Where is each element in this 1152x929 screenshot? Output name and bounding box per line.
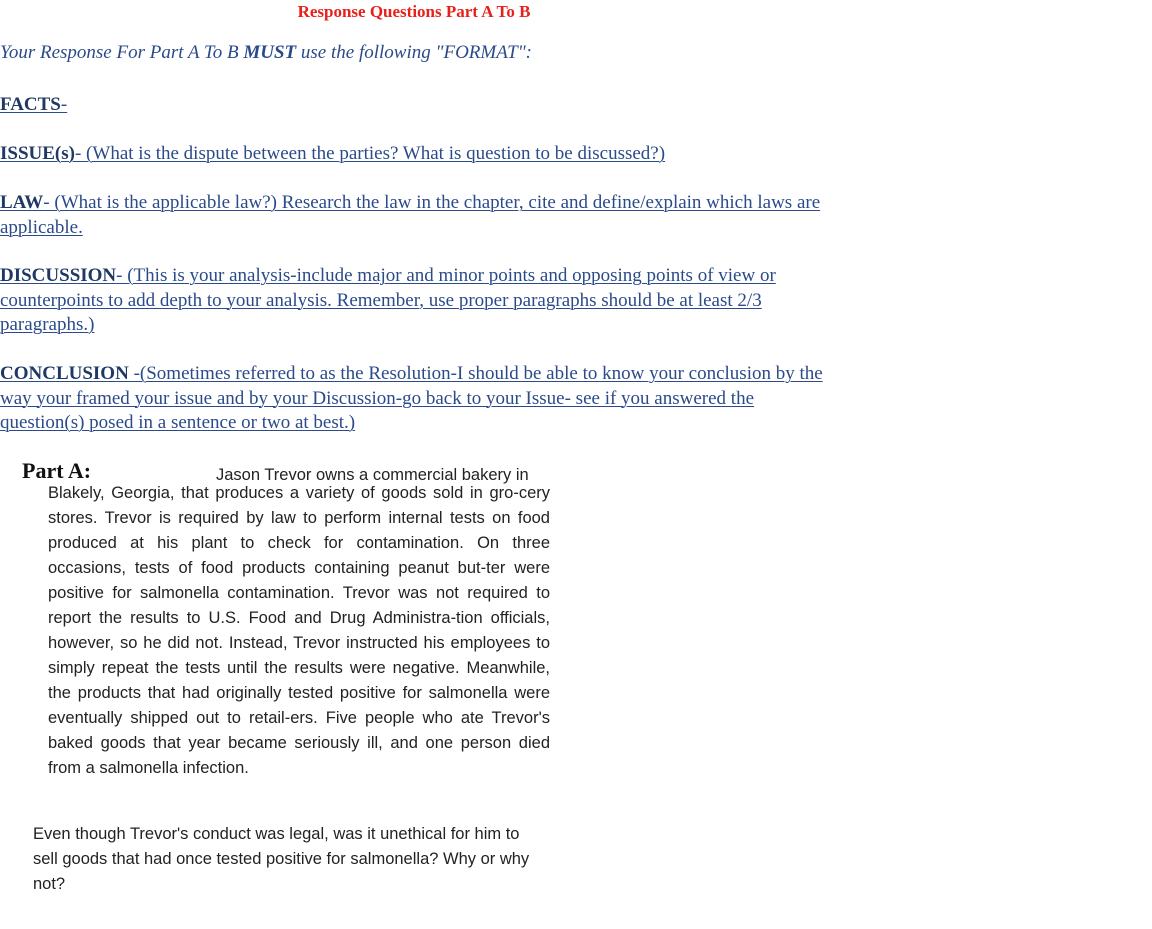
format-instruction-emphasis: MUST	[243, 42, 297, 63]
part-a-header	[22, 458, 552, 484]
page-title: Response Questions Part A To B	[297, 2, 531, 21]
conclusion-label: CONCLUSION	[0, 363, 134, 384]
section-discussion	[0, 264, 830, 338]
issue-label: ISSUE(s)	[0, 143, 75, 164]
section-conclusion	[0, 362, 830, 436]
part-a-question: Even though Trevor's conduct was legal, was it unethical for him to sell goods that had once tested positive for salmonella? Why or why not?	[33, 825, 530, 893]
law-label: LAW	[0, 192, 44, 213]
part-a-body: Blakely, Georgia, that produces a variety of goods sold in gro-cery stores. Trevor is required by law to perform internal tests on food produced at his plant to check for contamination. On three occasions, tests of food products containing peanut but-ter were positive for salmonella contamination. Trevor was not required to report the results to U.S. Food and Drug Administra-tion officials, however, so he did not. Instead, Trevor instructed his employees to simply repeat the tests until the results were negative. Meanwhile, the products that had originally tested positive for salmonella were eventually shipped out to retail-ers. Five people who ate Trevor's baked goods that year became seriously ill, and one person died from a salmonella infection.	[48, 484, 550, 777]
discussion-label: DISCUSSION	[0, 265, 117, 286]
section-facts	[0, 93, 830, 118]
conclusion-text: -(Sometimes referred to as the Resolution-I should be able to know your conclusion by the way your framed your issue and by your Discussion-go back to your Issue- see if you answered the question(s) posed in a sentence or two at best.)	[0, 363, 823, 433]
facts-label: FACTS	[0, 94, 61, 115]
format-instruction-start: Your Response For Part A To B	[0, 42, 244, 63]
section-law	[0, 191, 830, 240]
facts-text: -	[60, 94, 68, 115]
format-instruction-end: use the following "FORMAT":	[296, 42, 532, 63]
part-a-case	[22, 458, 552, 781]
section-issue	[0, 142, 830, 167]
law-text: - (What is the applicable law?) Research the law in the chapter, cite and define/explain which laws are applicable.	[0, 192, 821, 238]
issue-text: - (What is the dispute between the parties? What is question to be discussed?)	[74, 143, 666, 164]
format-instruction	[0, 42, 532, 64]
part-a-first-line: Jason Trevor owns a commercial bakery in	[216, 466, 529, 484]
discussion-text: - (This is your analysis-include major and minor points and opposing points of view or counterpoints to add depth to your analysis. Remember, use proper paragraphs should be at least 2/3 paragraphs.)	[0, 265, 776, 335]
part-a-label: Part A:	[22, 458, 92, 483]
